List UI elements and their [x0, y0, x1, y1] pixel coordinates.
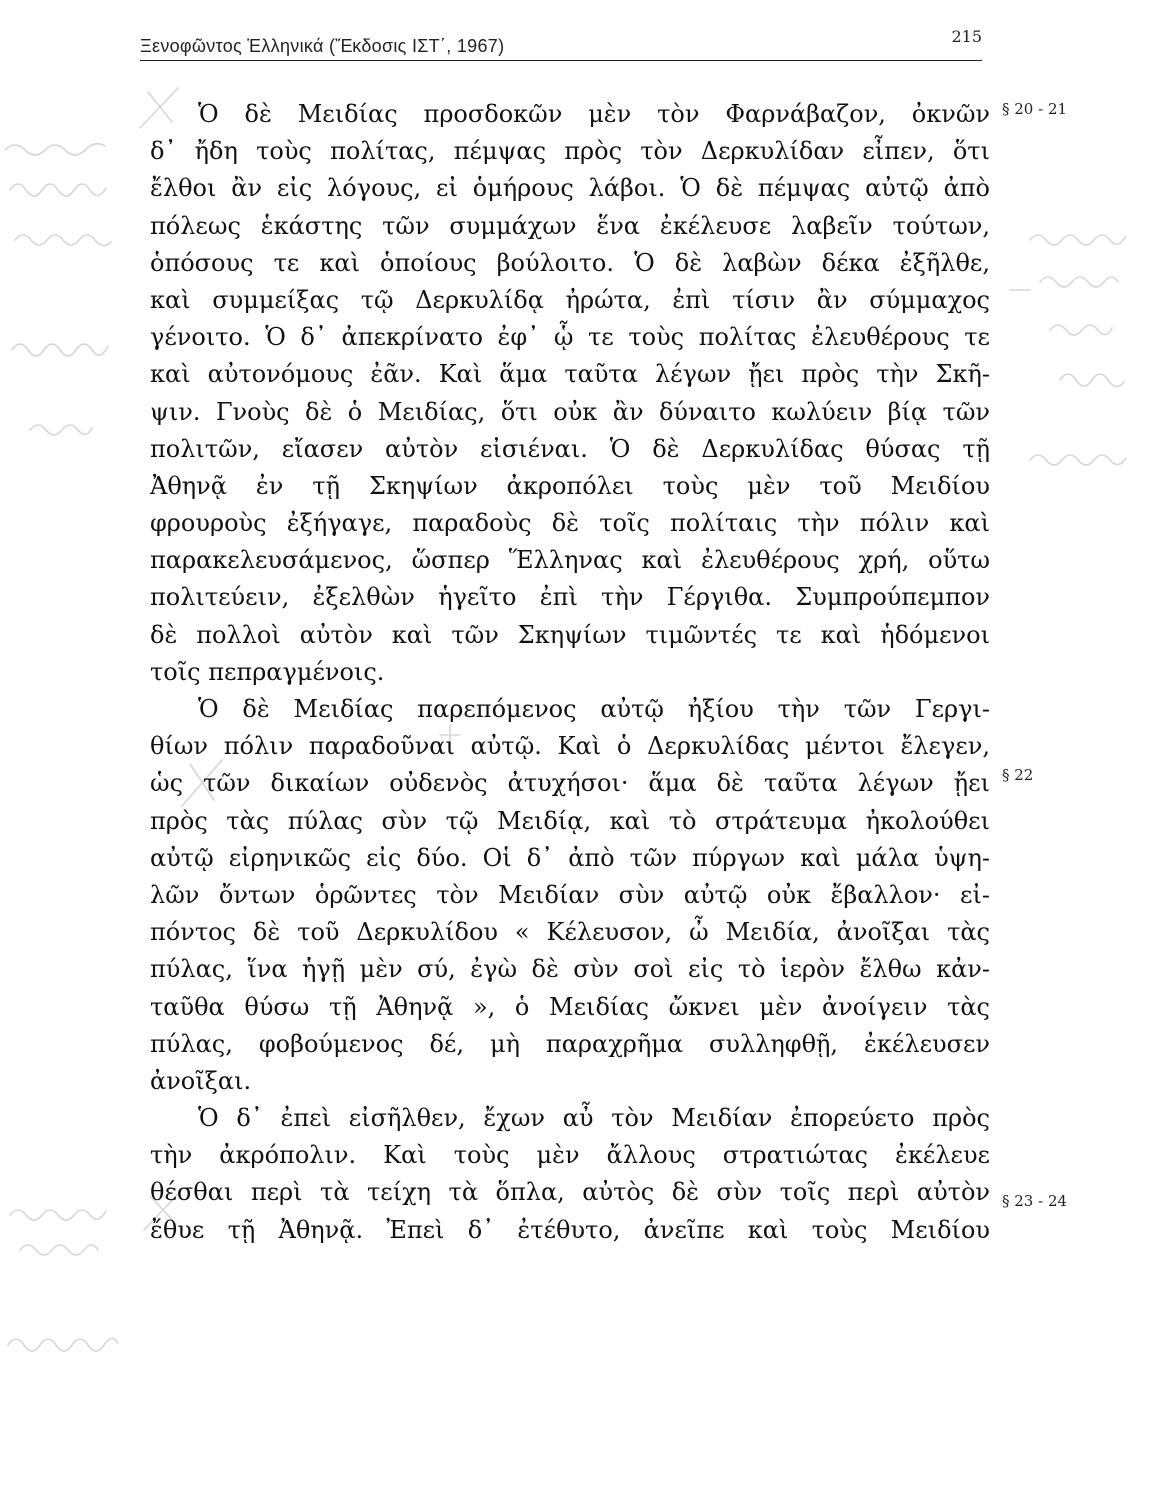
text-line: πύλας, φοβούμενος δέ, μὴ παραχρῆμα συλληφθῇ, ἐκέλευσεν	[150, 1029, 990, 1058]
text-line: πόντος δὲ τοῦ Δερκυλίδου « Κέλευσον, ὦ Μειδία, ἀνοῖξαι τὰς	[150, 918, 990, 947]
page-number: 215	[951, 27, 982, 46]
text-line: πολιτῶν, εἴασεν αὐτὸν εἰσιέναι. Ὁ δὲ Δερκυλίδας θύσας τῇ	[150, 434, 990, 463]
text-line: πόλεως ἑκάστης τῶν συμμάχων ἕνα ἐκέλευσε λαβεῖν τούτων,	[150, 211, 990, 240]
running-title: Ξενοφῶντος Ἑλληνικά (Ἔκδοσις ΙΣΤ΄, 1967)	[140, 36, 505, 56]
section-marker: § 20 - 21	[1002, 100, 1068, 118]
text-line: καὶ συμμείξας τῷ Δερκυλίδᾳ ἠρώτα, ἐπὶ τίσιν ἂν σύμμαχος	[150, 285, 990, 314]
text-line: Ὁ δ᾽ ἐπεὶ εἰσῆλθεν, ἔχων αὖ τὸν Μειδίαν ἐπορεύετο πρὸς	[198, 1104, 990, 1133]
text-line: γένοιτο. Ὁ δ᾽ ἀπεκρίνατο ἐφ᾽ ᾧ τε τοὺς πολίτας ἐλευθέρους τε	[150, 323, 990, 352]
text-line: ἔλθοι ἂν εἰς λόγους, εἰ ὁμήρους λάβοι. Ὁ δὲ πέμψας αὐτῷ ἀπὸ	[150, 174, 990, 203]
text-line: Ὁ δὲ Μειδίας παρεπόμενος αὐτῷ ἠξίου τὴν τῶν Γεργι-	[198, 695, 990, 723]
text-line: τὴν ἀκρόπολιν. Καὶ τοὺς μὲν ἄλλους στρατιώτας ἐκέλευε	[150, 1141, 990, 1170]
text-line: ταῦθα θύσω τῇ Ἀθηνᾷ », ὁ Μειδίας ὤκνει μὲν ἀνοίγειν τὰς	[150, 992, 990, 1021]
text-line: καὶ αὐτονόμους ἐᾶν. Καὶ ἅμα ταῦτα λέγων ᾔει πρὸς τὴν Σκῆ-	[150, 360, 990, 389]
text-line: ἔθυε τῇ Ἀθηνᾷ. Ἐπεὶ δ᾽ ἐτέθυτο, ἀνεῖπε καὶ τοὺς Μειδίου	[150, 1215, 990, 1244]
text-line: τοῖς πεπραγμένοις.	[150, 657, 385, 686]
running-head	[140, 27, 982, 61]
text-line: ὡς τῶν δικαίων οὐδενὸς ἀτυχήσοι· ἅμα δὲ ταῦτα λέγων ᾔει	[150, 769, 990, 798]
text-line: θίων πόλιν παραδοῦναι αὐτῷ. Καὶ ὁ Δερκυλίδας μέντοι ἔλεγεν,	[150, 732, 990, 761]
text-line: Ἀθηνᾷ ἐν τῇ Σκηψίων ἀκροπόλει τοὺς μὲν τοῦ Μειδίου	[150, 471, 990, 500]
text-line: πύλας, ἵνα ἡγῇ μὲν σύ, ἐγὼ δὲ σὺν σοὶ εἰς τὸ ἱερὸν ἔλθω κἀν-	[150, 955, 990, 984]
text-line: λῶν ὄντων ὁρῶντες τὸν Μειδίαν σὺν αὐτῷ οὐκ ἔβαλλον· εἰ-	[150, 880, 990, 909]
text-line: πολιτεύειν, ἐξελθὼν ἡγεῖτο ἐπὶ τὴν Γέργιθα. Συμπρούπεμπον	[150, 583, 990, 612]
text-line: παρακελευσάμενος, ὥσπερ Ἕλληνας καὶ ἐλευθέρους χρή, οὕτω	[150, 546, 990, 575]
text-line: ἀνοῖξαι.	[150, 1066, 252, 1095]
text-line: Ὁ δὲ Μειδίας προσδοκῶν μὲν τὸν Φαρνάβαζον, ὀκνῶν	[198, 100, 990, 128]
greek-text-body	[150, 96, 990, 1249]
text-line: δ᾽ ἤδη τοὺς πολίτας, πέμψας πρὸς τὸν Δερκυλίδαν εἶπεν, ὅτι	[150, 137, 990, 166]
text-line: πρὸς τὰς πύλας σὺν τῷ Μειδίᾳ, καὶ τὸ στράτευμα ἠκολούθει	[150, 806, 990, 835]
text-line: φρουροὺς ἐξήγαγε, παραδοὺς δὲ τοῖς πολίταις τὴν πόλιν καὶ	[150, 509, 990, 538]
text-line: θέσθαι περὶ τὰ τείχη τὰ ὅπλα, αὐτὸς δὲ σὺν τοῖς περὶ αὐτὸν	[150, 1178, 990, 1207]
section-marker: § 23 - 24	[1002, 1192, 1068, 1210]
text-line: αὐτῷ εἰρηνικῶς εἰς δύο. Οἱ δ᾽ ἀπὸ τῶν πύργων καὶ μάλα ὑψη-	[150, 843, 990, 872]
text-line: ὁπόσους τε καὶ ὁποίους βούλοιτο. Ὁ δὲ λαβὼν δέκα ἐξῆλθε,	[150, 248, 990, 277]
section-marker: § 22	[1002, 766, 1034, 784]
text-line: δὲ πολλοὶ αὐτὸν καὶ τῶν Σκηψίων τιμῶντές τε καὶ ἡδόμενοι	[150, 620, 990, 649]
text-line: ψιν. Γνοὺς δὲ ὁ Μειδίας, ὅτι οὐκ ἂν δύναιτο κωλύειν βίᾳ τῶν	[150, 397, 990, 426]
